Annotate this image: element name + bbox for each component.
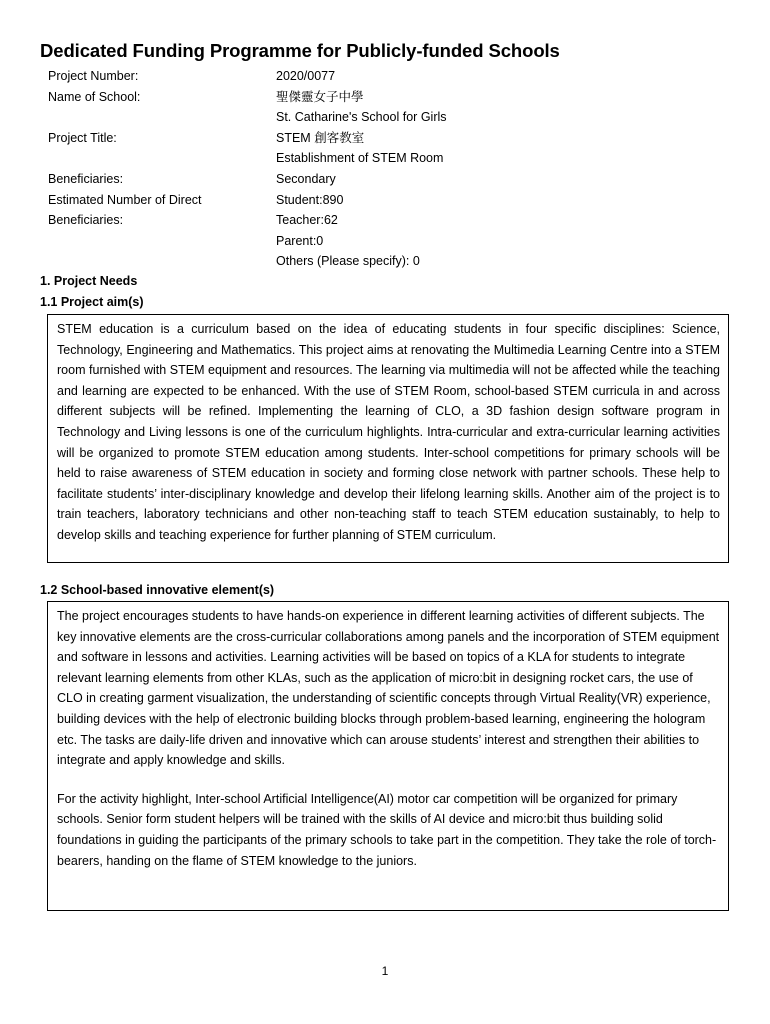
info-label: Beneficiaries: [48, 213, 124, 228]
innovative-paragraph-1: The project encourages students to have hands-on experience in different learning activities of different subjects. The key innovative elements are the cross-curricular collaborations among panels and the incorporation of STEM equipment and software in lessons and activities. Learning activities will be based on topics of a KLA for students to integrate relevant learning elements from other KLAs, such as the application of micro:bit in designing rocket cars, the use of CLO in creating garment visualization, the understanding of scientific concepts through Virtual Reality(VR) experience, building devices with the help of electronic building blocks through problem-based learning, engineering the hologram etc. The tasks are daily-life driven and innovative which can arouse students’ interest and strengthen their abilities to integrate and apply knowledge and skills. [57, 609, 720, 768]
page-number: 1 [381, 964, 389, 978]
innovative-elements-box [47, 601, 729, 911]
info-row-estimated-number [48, 190, 728, 211]
info-row-school-name [48, 87, 728, 108]
info-label: Project Number: [48, 69, 139, 83]
info-label: Estimated Number of Direct [48, 192, 202, 207]
info-value: STEM 創客教室 [276, 130, 365, 145]
info-row-project-title [48, 128, 728, 149]
project-aim-box [47, 314, 729, 563]
info-value: Establishment of STEM Room [276, 151, 444, 166]
info-value: Student:890 [276, 192, 344, 207]
paragraph-spacer [57, 771, 720, 789]
info-value: 2020/0077 [276, 69, 336, 83]
project-aim-text: STEM education is a curriculum based on the idea of educating students in four specific disciplines: Science, Technology, Engineering and Mathematics. This project aims at renovating the Multimedia Learning Centre into a STEM room furnished with STEM equipment and resources. The learning via multimedia will not be affected while the teaching and learning are expected to be enhanced. With the use of STEM Room, school-based STEM curricula in and across different subjects will be refined. Implementing the learning of CLO, a 3D fashion design software program in Technology and Living lessons is one of the curriculum highlights. Intra-curricular and extra-curricular learning activities will be organized to promote STEM education among students. Inter-school competitions for primary schools will be held to raise awareness of STEM education in society and forming close network with partner schools. These help to facilitate students’ inter-disciplinary knowledge and develop their lifelong learning skills. Another aim of the project is to train teachers, laboratory technicians and other non-teaching staff to teach STEM education sustainably, to help to develop skills and teaching experience for further planning of STEM curriculum. [57, 322, 720, 542]
document-title: Dedicated Funding Programme for Publicly-funded Schools [40, 40, 560, 61]
info-label: Name of School: [48, 89, 141, 104]
subsection-heading-project-aims: 1.1 Project aim(s) [40, 295, 144, 309]
innovative-paragraph-2: For the activity highlight, Inter-school Artificial Intelligence(AI) motor car competition will be organized for primary schools. Senior form student helpers will be trained with the skills of AI device and micro:bit thus building solid foundations in guiding the participants of the primary schools to take part in the competition. They take the role of torch-bearers, handing on the flame of STEM knowledge to the juniors. [57, 791, 717, 868]
info-value: St. Catharine's School for Girls [276, 110, 447, 125]
section-heading-project-needs: 1. Project Needs [40, 274, 138, 288]
info-label: Project Title: [48, 130, 117, 145]
project-info-table [48, 66, 728, 272]
info-row-parent [48, 231, 728, 252]
info-row-estimated-number-cont [48, 210, 728, 231]
info-label: Beneficiaries: [48, 171, 124, 186]
info-row-project-title-en [48, 148, 728, 169]
info-value: 聖傑靈女子中學 [276, 89, 364, 104]
subsection-heading-innovative-elements: 1.2 School-based innovative element(s) [40, 583, 275, 597]
info-value: Secondary [276, 171, 336, 186]
info-row-school-name-en [48, 107, 728, 128]
info-row-project-number [48, 66, 728, 87]
info-value: Parent:0 [276, 233, 324, 248]
info-row-beneficiaries [48, 169, 728, 190]
info-value: Others (Please specify): 0 [276, 254, 420, 269]
info-row-others [48, 251, 728, 272]
info-value: Teacher:62 [276, 213, 338, 228]
